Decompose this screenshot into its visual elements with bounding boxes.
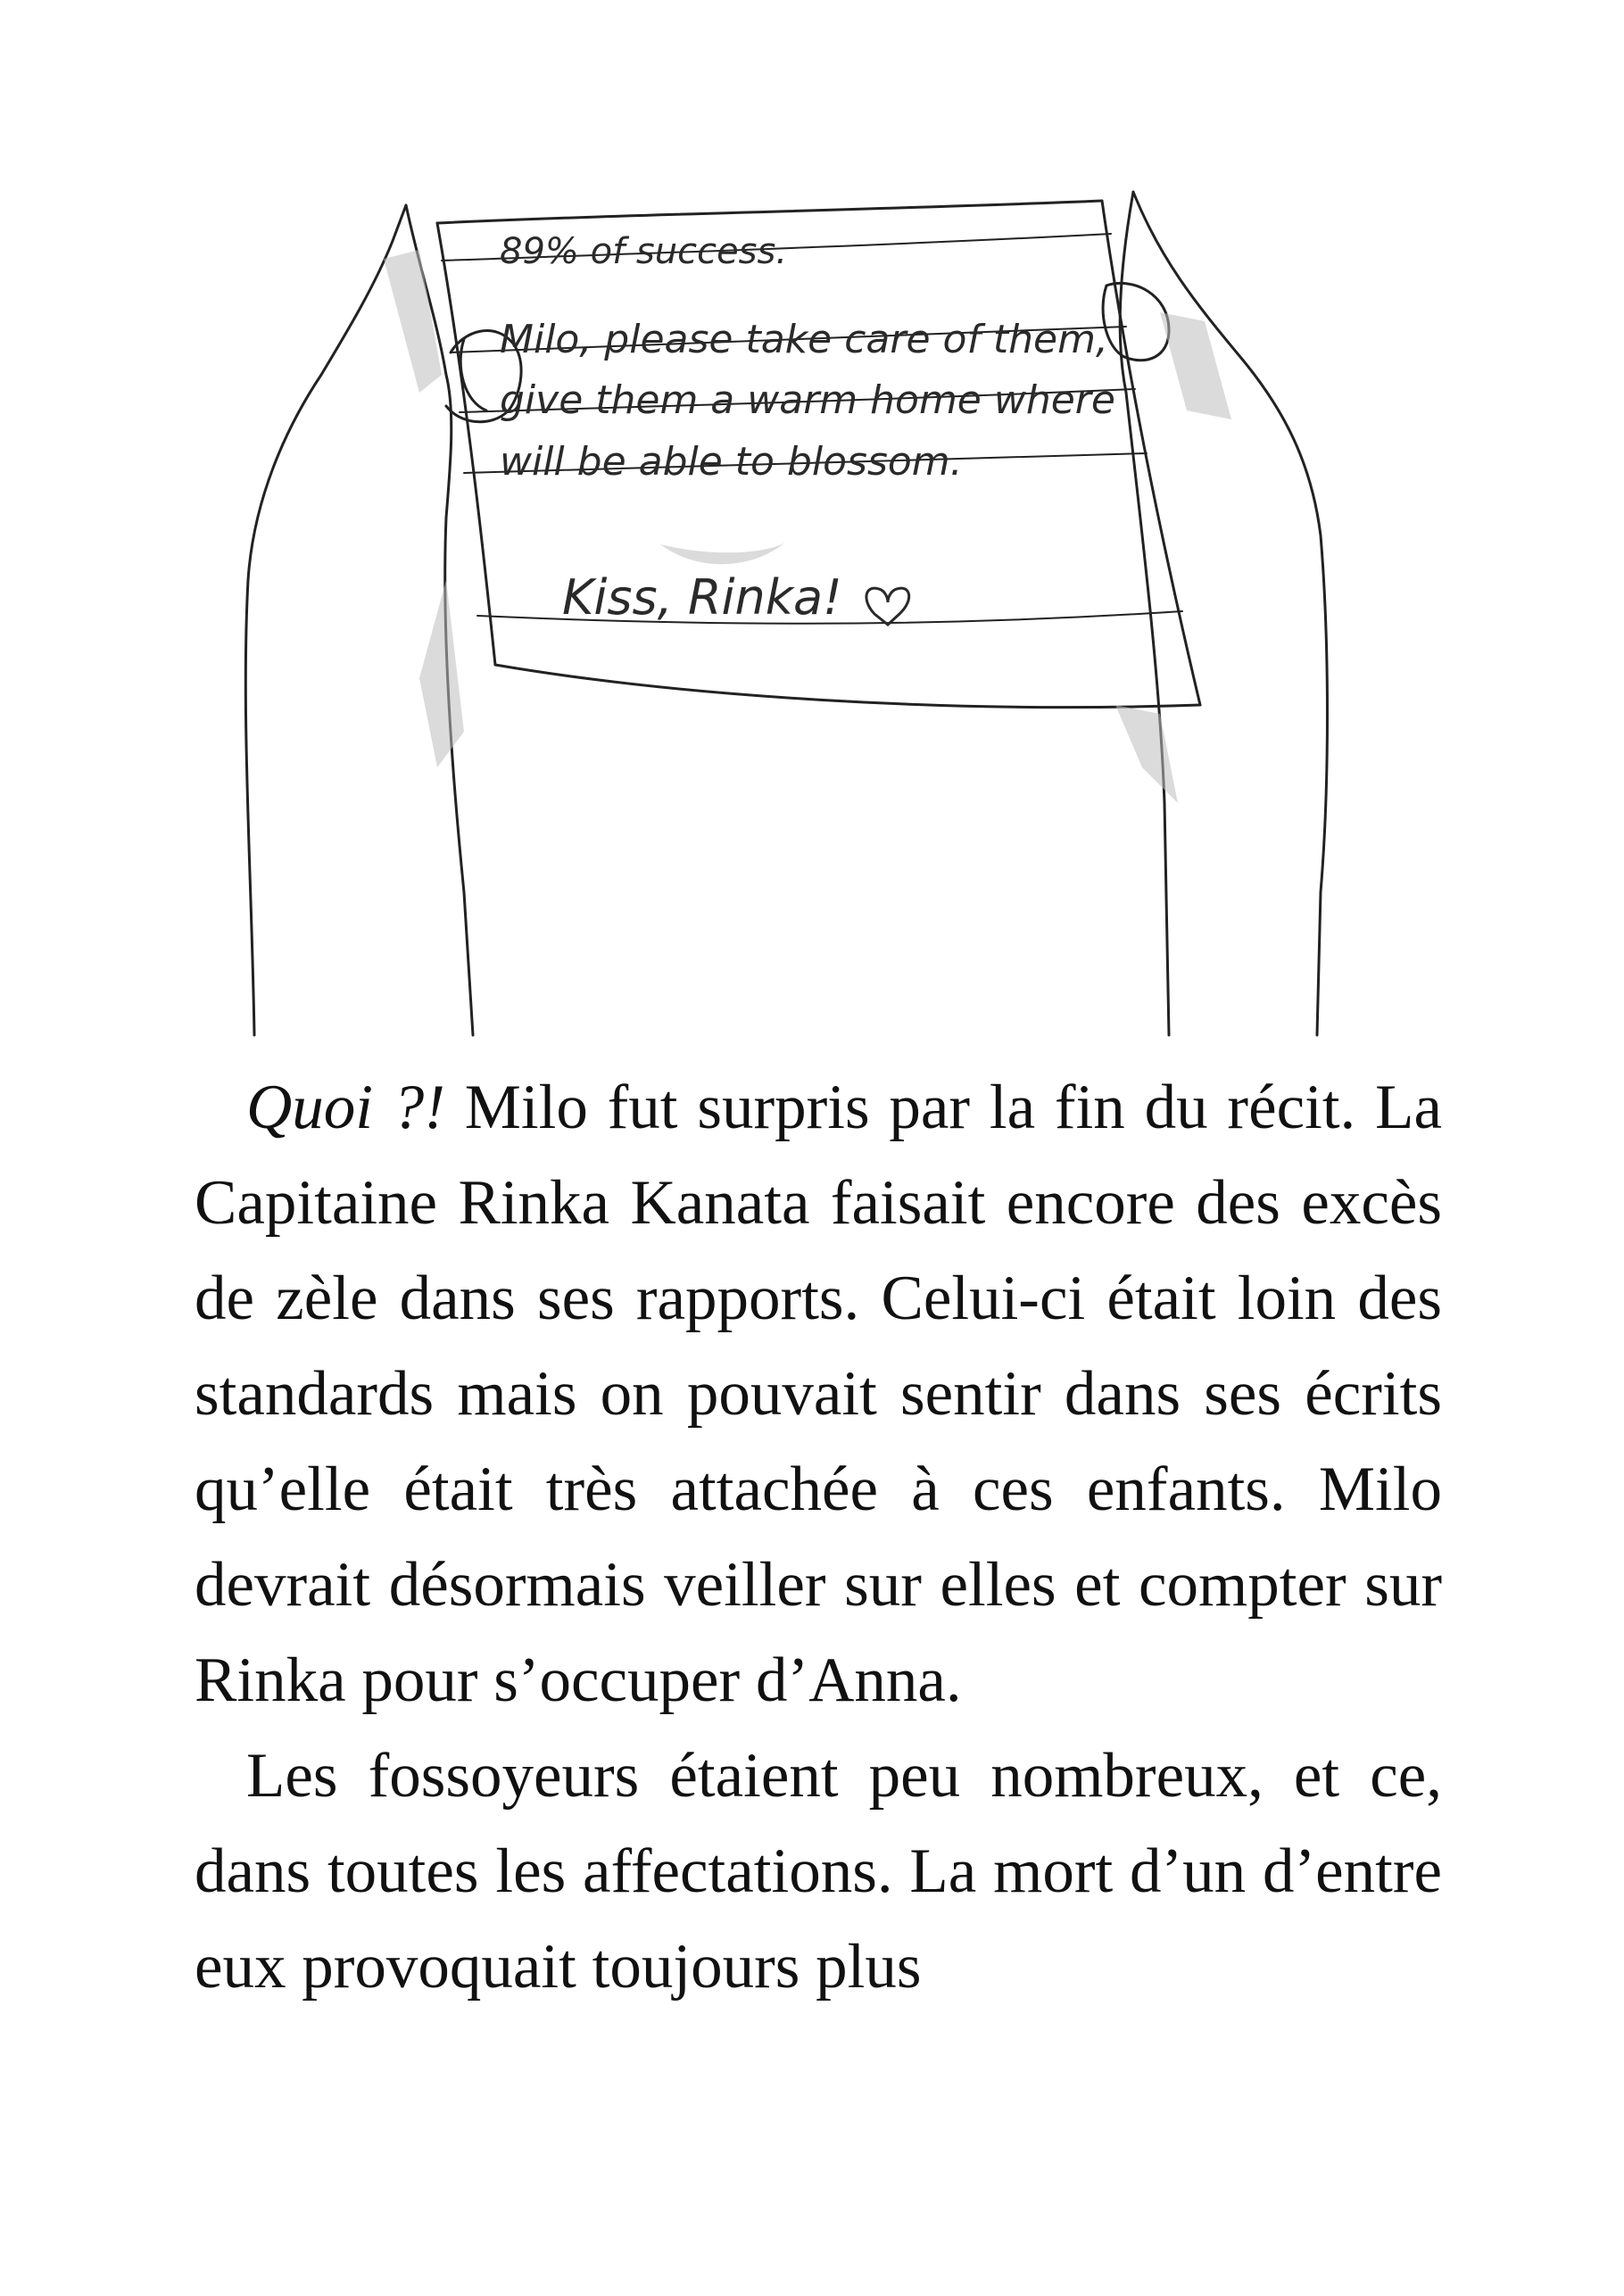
note-line-2: Milo, please take care of them, (500, 317, 1108, 362)
paragraph-2: Les fossoyeurs étaient peu nombreux, et ce, dans toutes les affectations. La mort d’un d’entre eux provoquait toujours plus (195, 1741, 1442, 2002)
sketch-drawing (0, 0, 1624, 1053)
note-line-1: 89% of success. (500, 231, 788, 272)
note-signature: Kiss, Rinka! (562, 569, 842, 626)
heart-icon (866, 588, 909, 625)
exclamation: Quoi ?! (246, 1073, 445, 1142)
note-line-4: will be able to blossom. (500, 439, 963, 485)
paragraph-1-text: Milo fut surpris par la fin du récit. La Capitaine Rinka Kanata faisait encore des excès de zèle dans ses rapports. Celui-ci était loin des standards mais on pouvait sentir dans ses écrits qu’elle était très attachée à ces enfants. Milo devrait désormais veiller sur elles et compter sur Rinka pour s’occuper d’Anna. (195, 1073, 1442, 1715)
hands-holding-note-illustration (0, 0, 1624, 1053)
paragraph-1 (195, 1060, 1442, 1728)
note-line-3: give them a warm home where (500, 377, 1115, 423)
story-text (195, 1060, 1442, 2015)
